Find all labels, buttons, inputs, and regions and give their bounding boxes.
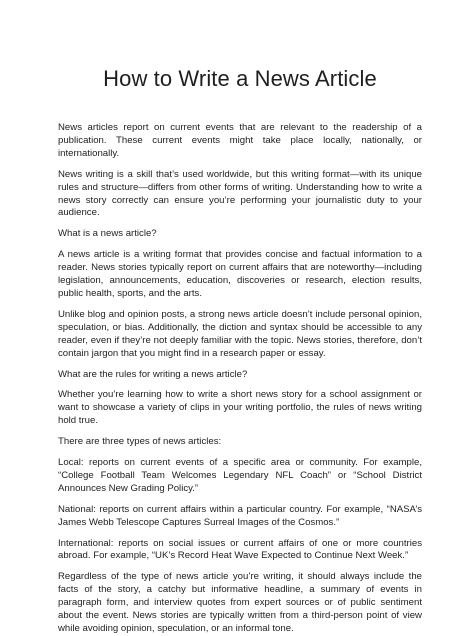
paragraph-summary: Regardless of the type of news article you’re writing, it should always include the facts of the story, a catchy but informative headline, a summary of events in paragraph form, and interview quotes from expert sources or of public sentiment about the event. News stories are typically written from a third-person point of view while avoiding opinion, speculation, or an informal tone. [58, 571, 422, 634]
paragraph-type-international: International: reports on social issues or current affairs of one or more countries abroad. For example, “UK’s Record Heat Wave Expected to Continue Next Week.” [58, 537, 422, 562]
section-heading-what-is: What is a news article? [58, 228, 157, 240]
paragraph-rules-intro: Whether you’re learning how to write a short news story for a school assignment or want to showcase a variety of clips in your writing portfolio, the rules of news writing hold true. [58, 389, 422, 427]
paragraph-type-national: National: reports on current affairs within a particular country. For example, “NASA’s James Webb Telescope Captures Surreal Images of the Cosmos.” [58, 503, 422, 528]
section-heading-types: There are three types of news articles: [58, 436, 222, 448]
paragraph-news-writing-skill: News writing is a skill that’s used worldwide, but this writing format—with its unique rules and structure—differs from other forms of writing. Understanding how to write a news story correctly can ensure you’re performing your journalistic duty to your audience. [58, 168, 422, 219]
paragraph-type-local: Local: reports on current events of a specific area or community. For example, “College Football Team Welcomes Legendary NFL Coach” or “School District Announces New Grading Policy.” [58, 457, 422, 494]
paragraph-intro: News articles report on current events that are relevant to the readership of a publication. These current events might take place locally, nationally, or internationally. [58, 122, 422, 159]
section-heading-rules: What are the rules for writing a news article? [58, 368, 248, 380]
document-body [58, 122, 422, 636]
document-title: How to Write a News Article [103, 66, 377, 91]
paragraph-unlike-blogs: Unlike blog and opinion posts, a strong news article doesn’t include personal opinion, speculation, or bias. Additionally, the diction and syntax should be accessible to any reader, even if they’re not deeply familiar with the topic. News stories, therefore, don’t contain jargon that you might find in a research paper or essay. [58, 308, 422, 359]
paragraph-definition: A news article is a writing format that provides concise and factual information to a reader. News stories typically report on current affairs that are noteworthy—including legislation, announcements, education, discoveries or research, election results, public health, sports, and the arts. [58, 249, 422, 299]
